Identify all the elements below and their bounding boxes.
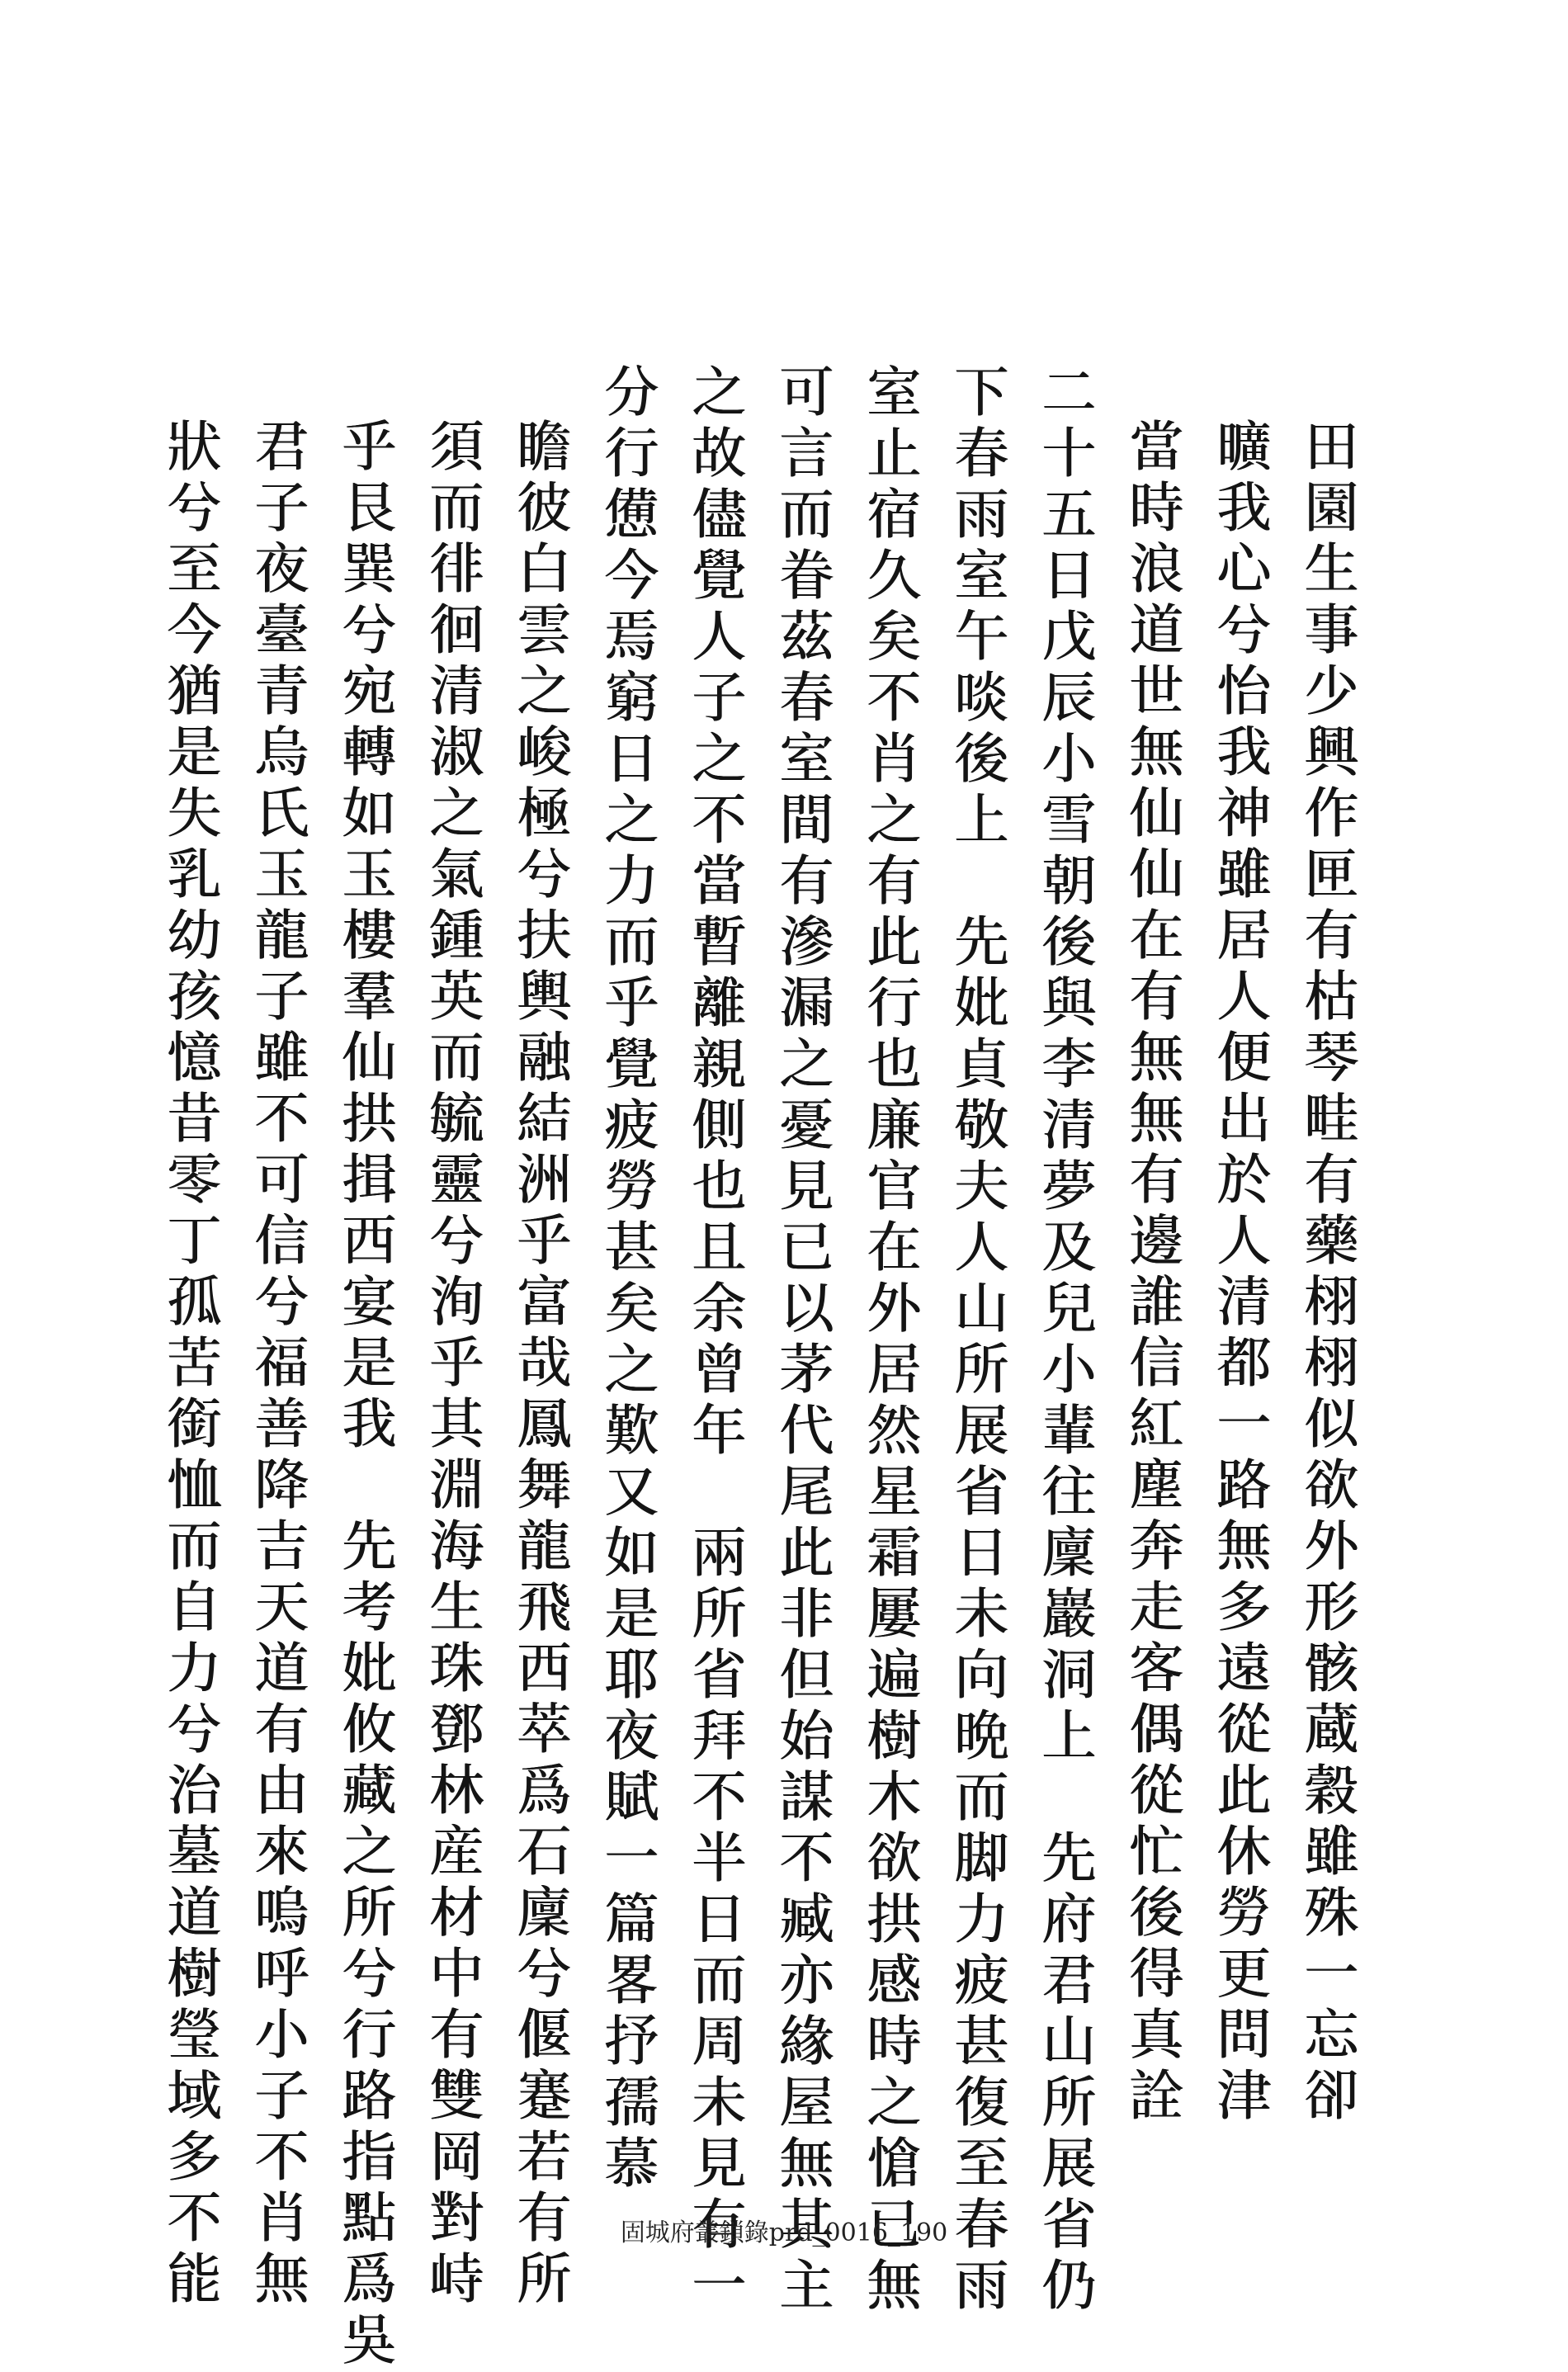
text-column: 之故儘覺人子之不當暫離親側也且余曾年 兩所省拜不半日而周未見有一	[682, 363, 746, 2318]
text-column: 狀兮至今猶是失乳幼孩憶昔零丁孤苦銜恤而自力兮治墓道樹瑩域多不能	[158, 418, 221, 2311]
text-column: 田園生事少興作匣有枯琴畦有藥栩栩似欲外形骸蔵穀雖殊一忘卻	[1295, 418, 1358, 2128]
text-column: 可言而眷茲春室間有滲漏之憂見已以茅代尾此非但始謀不臧亦緣屋無其主	[770, 363, 834, 2318]
text-column: 下春雨室午啖後上 先妣貞敬夫人山所展省日未向晩而脚力疲甚復至春雨	[945, 363, 1008, 2318]
text-column: 須而徘徊清淑之氣鍾英而毓靈兮洵乎其淵海生珠鄧林産材中有雙岡對峙	[420, 418, 484, 2311]
text-column: 瞻彼白雲之峻極兮扶輿融結洲乎富哉鳳舞龍飛西萃爲石廩兮偃蹇若有所	[508, 418, 571, 2311]
text-column: 曠我心兮怡我神雖居人便出於人清都一路無多遠從此休勞更問津	[1207, 418, 1271, 2128]
text-column: 乎艮巽兮宛轉如玉樓羣仙拱揖西宴是我 先考妣攸藏之所兮行路指點爲吳	[333, 418, 396, 2372]
text-column: 分行憊今焉窮日之力而乎覺疲勞甚矣之歎又如是耶夜賦一篇畧抒孺慕	[595, 363, 659, 2195]
text-column: 室止宿久矣不肖之有此行也廉官在外居然星霜屢遍樹木欲拱感時之愴已無	[857, 363, 921, 2318]
text-column: 君子夜臺青烏氏玉龍子雖不可信兮福善降吉天道有由來嗚呼小子不肖無	[245, 418, 309, 2311]
page-footer-label: 固城府叢鎖錄prd_0016_190	[620, 2218, 948, 2247]
text-column: 當時浪道世無仙仙在有無無有邊誰信紅塵奔走客偶從忙後得真詮	[1120, 418, 1183, 2128]
text-column: 二十五日戊辰小雪朝後與李清夢及兒小輩往廩巖洞上 先府君山所展省仍	[1032, 363, 1096, 2318]
